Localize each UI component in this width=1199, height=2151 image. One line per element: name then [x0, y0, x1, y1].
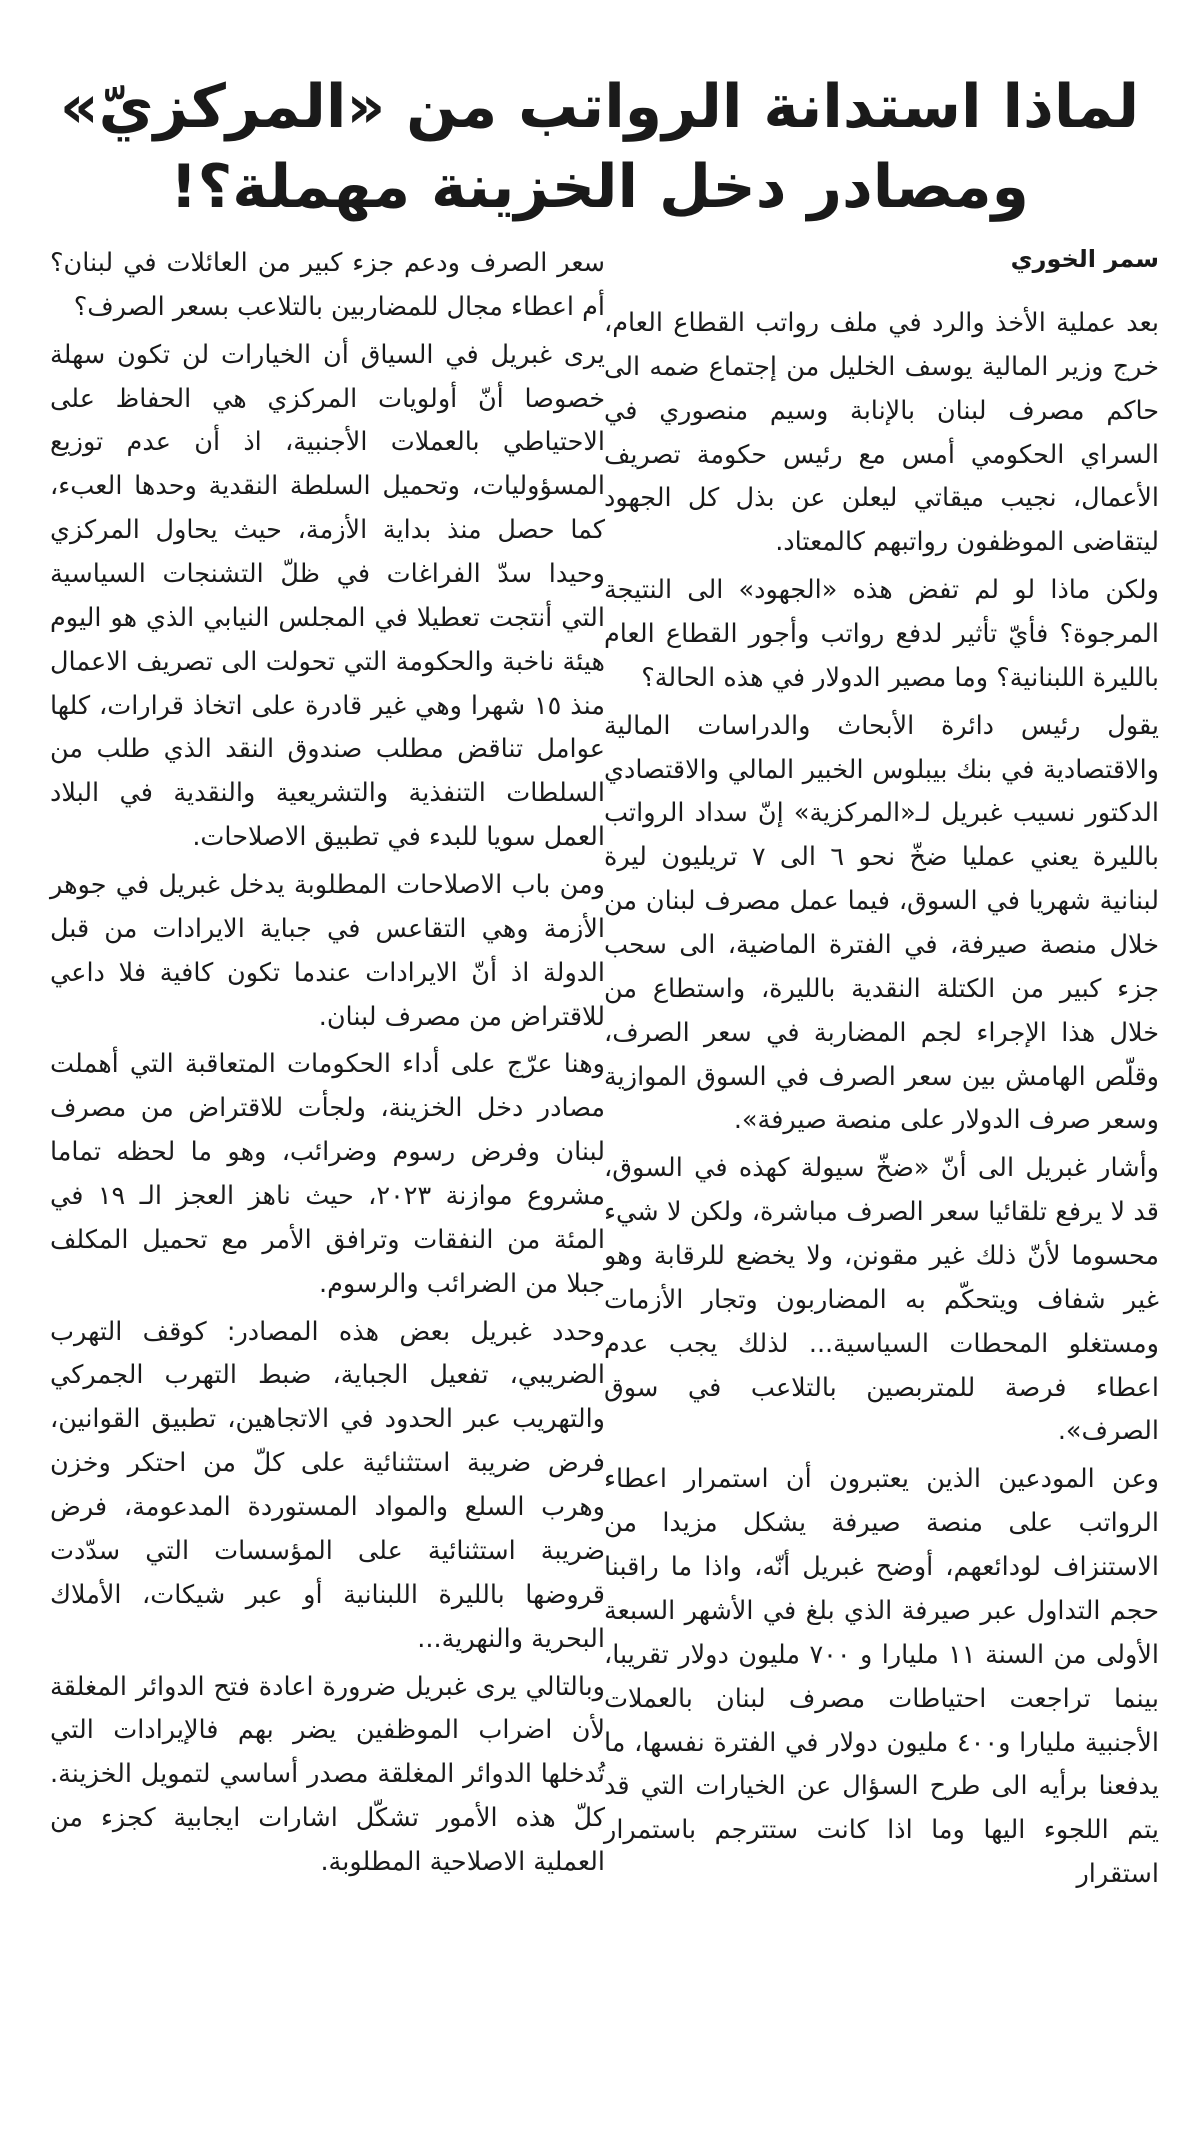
paragraph: ومن باب الاصلاحات المطلوبة يدخل غبريل في جوهر الأزمة وهي التقاعس في جباية الايرادات من قبل الدولة اذ أنّ الايرادات عندما تكون كافية فلا داعي للاقتراض من مصرف لبنان.: [50, 870, 605, 1032]
paragraph: وهنا عرّج على أداء الحكومات المتعاقبة التي أهملت مصادر دخل الخزينة، ولجأت للاقتراض من مصرف لبنان وفرض رسوم وضرائب، وهو ما لحظه تماما مشروع موازنة ٢٠٢٣، حيث ناهز العجز الـ ١٩ في المئة من النفقات وترافق الأمر مع تحميل المكلف جبلا من الضرائب والرسوم.: [50, 1049, 606, 1299]
paragraph: سعر الصرف ودعم جزء كبير من العائلات في لبنان؟ أم اعطاء مجال للمضاربين بالتلاعب بسعر الصرف؟: [50, 248, 605, 322]
headline-line-2: ومصادر دخل الخزينة مهملة؟!: [170, 151, 1029, 222]
paragraph: يقول رئيس دائرة الأبحاث والدراسات المالية والاقتصادية في بنك بيبلوس الخبير المالي والاقتصادي الدكتور نسيب غبريل لـ«المركزية» إنّ سداد الرواتب بالليرة يعني عمليا ضخّ نحو ٦ الى ٧ تريليون ليرة لبنانية شهريا في السوق، فيما عمل مصرف لبنان من خلال منصة صيرفة، في الفترة الماضية، الى سحب جزء كبير من الكتلة النقدية بالليرة، واستطاع من خلال هذا الإجراء لجم المضاربة في سعر الصرف، وقلّص الهامش بين سعر الصرف في السوق الموازية وسعر صرف الدولار على منصة صيرفة».: [604, 710, 1159, 1136]
article-headline: [40, 68, 1159, 228]
article-column-left: [50, 242, 605, 1889]
paragraph: وبالتالي يرى غبريل ضرورة اعادة فتح الدوائر المغلقة لأن اضراب الموظفين يضر بهم فالإيرادات التي تُدخلها الدوائر المغلقة مصدر أساسي لتمويل الخزينة. كلّ هذه الأمور تشكّل اشارات ايجابية كجزء من العملية الاصلاحية المطلوبة.: [50, 1671, 605, 1877]
paragraph: وعن المودعين الذين يعتبرون أن استمرار اعطاء الرواتب على منصة صيرفة يشكل مزيدا من الاستنزاف لودائعهم، أوضح غبريل أنّه، واذا ما راقبنا حجم التداول عبر صيرفة الذي بلغ في الأشهر السبعة الأولى من السنة ١١ مليارا و ٧٠٠ مليون دولار تقريبا، بينما تراجعت احتياطات مصرف لبنان بالعملات الأجنبية مليارا و٤٠٠ مليون دولار في الفترة نفسها، ما يدفعنا برأيه الى طرح السؤال عن الخيارات التي قد يتم اللجوء اليها وما اذا كانت ستترجم باستمرار استقرار: [604, 1464, 1160, 1890]
paragraph: وأشار غبريل الى أنّ «ضخّ سيولة كهذه في السوق، قد لا يرفع تلقائيا سعر الصرف مباشرة، ولكن لا شيء محسوما لأنّ ذلك غير مقونن، ولا يخضع للرقابة وهو غير شفاف ويتحكّم به المضاربون وتجار الأزمات ومستغلو المحطات السياسية... لذلك يجب عدم اعطاء فرصة للمتربصين بالتلاعب في سوق الصرف».: [604, 1153, 1159, 1447]
paragraph: ولكن ماذا لو لم تفض هذه «الجهود» الى النتيجة المرجوة؟ فأيّ تأثير لدفع رواتب وأجور القطاع العام بالليرة اللبنانية؟ وما مصير الدولار في هذه الحالة؟: [604, 575, 1159, 693]
paragraph: يرى غبريل في السياق أن الخيارات لن تكون سهلة خصوصا أنّ أولويات المركزي هي الحفاظ على الاحتياطي بالعملات الأجنبية، اذ أن عدم توزيع المسؤوليات، وتحميل السلطة النقدية وحدها العبء، كما حصل منذ بداية الأزمة، حيث يحاول المركزي وحيدا سدّ الفراغات في ظلّ التشنجات السياسية التي أنتجت تعطيلا في المجلس النيابي الذي هو اليوم هيئة ناخبة والحكومة التي تحولت الى تصريف الاعمال منذ ١٥ شهرا وهي غير قادرة على اتخاذ قرارات، كلها عوامل تناقض مطلب صندوق النقد الذي طلب من السلطات التنفذية والتشريعية والنقدية في البلاد العمل سويا للبدء في تطبيق الاصلاحات.: [50, 339, 605, 853]
author-byline: سمر الخوري: [1010, 245, 1159, 273]
headline-line-1: لماذا استدانة الرواتب من «المركزيّ»: [59, 72, 1140, 143]
article-column-right: [604, 302, 1159, 1901]
paragraph: بعد عملية الأخذ والرد في ملف رواتب القطاع العام، خرج وزير المالية يوسف الخليل من إجتماع ضمه الى حاكم مصرف لبنان بالإنابة وسيم منصوري في السراي الحكومي أمس مع رئيس حكومة تصريف الأعمال، نجيب ميقاتي ليعلن عن بذل كل الجهود ليتقاضى الموظفون رواتبهم كالمعتاد.: [604, 308, 1159, 558]
paragraph: وحدد غبريل بعض هذه المصادر: كوقف التهرب الضريبي، تفعيل الجباية، ضبط التهرب الجمركي والتهريب عبر الحدود في الاتجاهين، تطبيق القوانين، فرض ضريبة استثنائية على كلّ من احتكر وخزن وهرب السلع والمواد المستوردة المدعومة، فرض ضريبة استثنائية على المؤسسات التي سدّدت قروضها بالليرة اللبنانية أو عبر شيكات، الأملاك البحرية والنهرية...: [50, 1316, 605, 1654]
